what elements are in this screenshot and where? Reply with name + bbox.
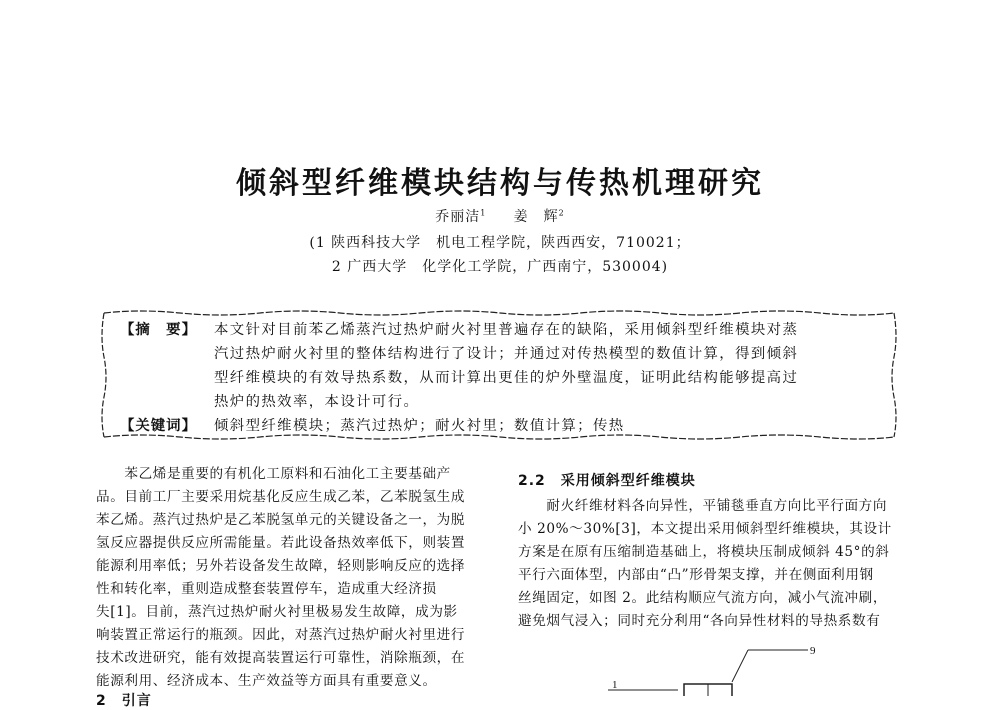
keywords-label: 【关键词】 (120, 418, 197, 434)
body-line: 苯乙烯是重要的有机化工原料和石油化工主要基础产 (96, 466, 451, 482)
abstract-line: 热炉的热效率，本设计可行。 (214, 394, 420, 410)
keywords: 倾斜型纤维模块；蒸汽过热炉；耐火衬里；数值计算；传热 (214, 418, 625, 434)
body-line: 能源利用、经济成本、生产效益等方面具有重要意义。 (96, 673, 437, 689)
abstract-line: 型纤维模块的有效导热系数，从而计算出更佳的炉外壁温度，证明此结构能够提高过 (214, 370, 799, 386)
body-line: 丝绳固定，如图 2。此结构顺应气流方向，减小气流冲刷， (518, 590, 888, 606)
section-heading: 2 引言 (96, 693, 152, 709)
body-line: 小 20%～30%[3]，本文提出采用倾斜型纤维模块，其设计 (518, 521, 892, 537)
affiliation: (1 陕西科技大学 机电工程学院，陕西西安，710021； (309, 235, 691, 251)
body-line: 耐火纤维材料各向异性，平铺毯垂直方向比平行面方向 (518, 498, 888, 514)
abstract-label: 【摘 要】 (120, 322, 197, 338)
body-line: 能源利用率低；另外若设备发生故障，轻则影响反应的选择 (96, 558, 466, 574)
abstract-line: 汽过热炉耐火衬里的整体结构进行了设计；并通过对传热模型的数值计算，得到倾斜 (214, 346, 799, 362)
author-affil-mark: 2 (558, 208, 565, 218)
body-line: 品。目前工厂主要采用烷基化反应生成乙苯，乙苯脱氢生成 (96, 489, 466, 505)
author-line (0, 206, 1000, 226)
author-name: 姜 辉 (513, 209, 559, 225)
body-line: 苯乙烯。蒸汽过热炉是乙苯脱氢单元的关键设备之一，为脱 (96, 512, 466, 528)
body-line: 失[1]。目前，蒸汽过热炉耐火衬里极易发生故障，成为影 (96, 604, 458, 620)
figure-callout: 9 (810, 645, 816, 657)
author-affil-mark: 1 (480, 208, 487, 218)
section-heading: 2.2 采用倾斜型纤维模块 (518, 473, 696, 489)
abstract-box (100, 307, 898, 443)
body-line: 技术改进研究，能有效提高装置运行可靠性，消除瓶颈，在 (96, 650, 466, 666)
paper-title: 倾斜型纤维模块结构与传热机理研究 (236, 166, 764, 201)
body-line: 平行六面体型，内部由“凸”形骨架支撑，并在侧面利用钢 (518, 567, 874, 583)
abstract-line: 本文针对目前苯乙烯蒸汽过热炉耐火衬里普遍存在的缺陷，采用倾斜型纤维模块对蒸 (214, 322, 799, 338)
body-line: 氢反应器提供反应所需能量。若此设备热效率低下，则装置 (96, 535, 466, 551)
figure-2-fragment (560, 640, 840, 696)
affiliation: 2 广西大学 化学化工学院，广西南宁，530004) (331, 259, 669, 275)
body-line: 响装置正常运行的瓶颈。因此，对蒸汽过热炉耐火衬里进行 (96, 627, 466, 643)
body-line: 性和转化率，重则造成整套装置停车，造成重大经济损 (96, 581, 437, 597)
body-line: 方案是在原有压缩制造基础上，将模块压制成倾斜 45°的斜 (518, 544, 890, 560)
figure-callout: 1 (612, 679, 618, 691)
author-name: 乔丽洁 (435, 209, 481, 225)
body-line: 避免烟气浸入；同时充分利用“各向异性材料的导热系数有 (518, 613, 881, 629)
